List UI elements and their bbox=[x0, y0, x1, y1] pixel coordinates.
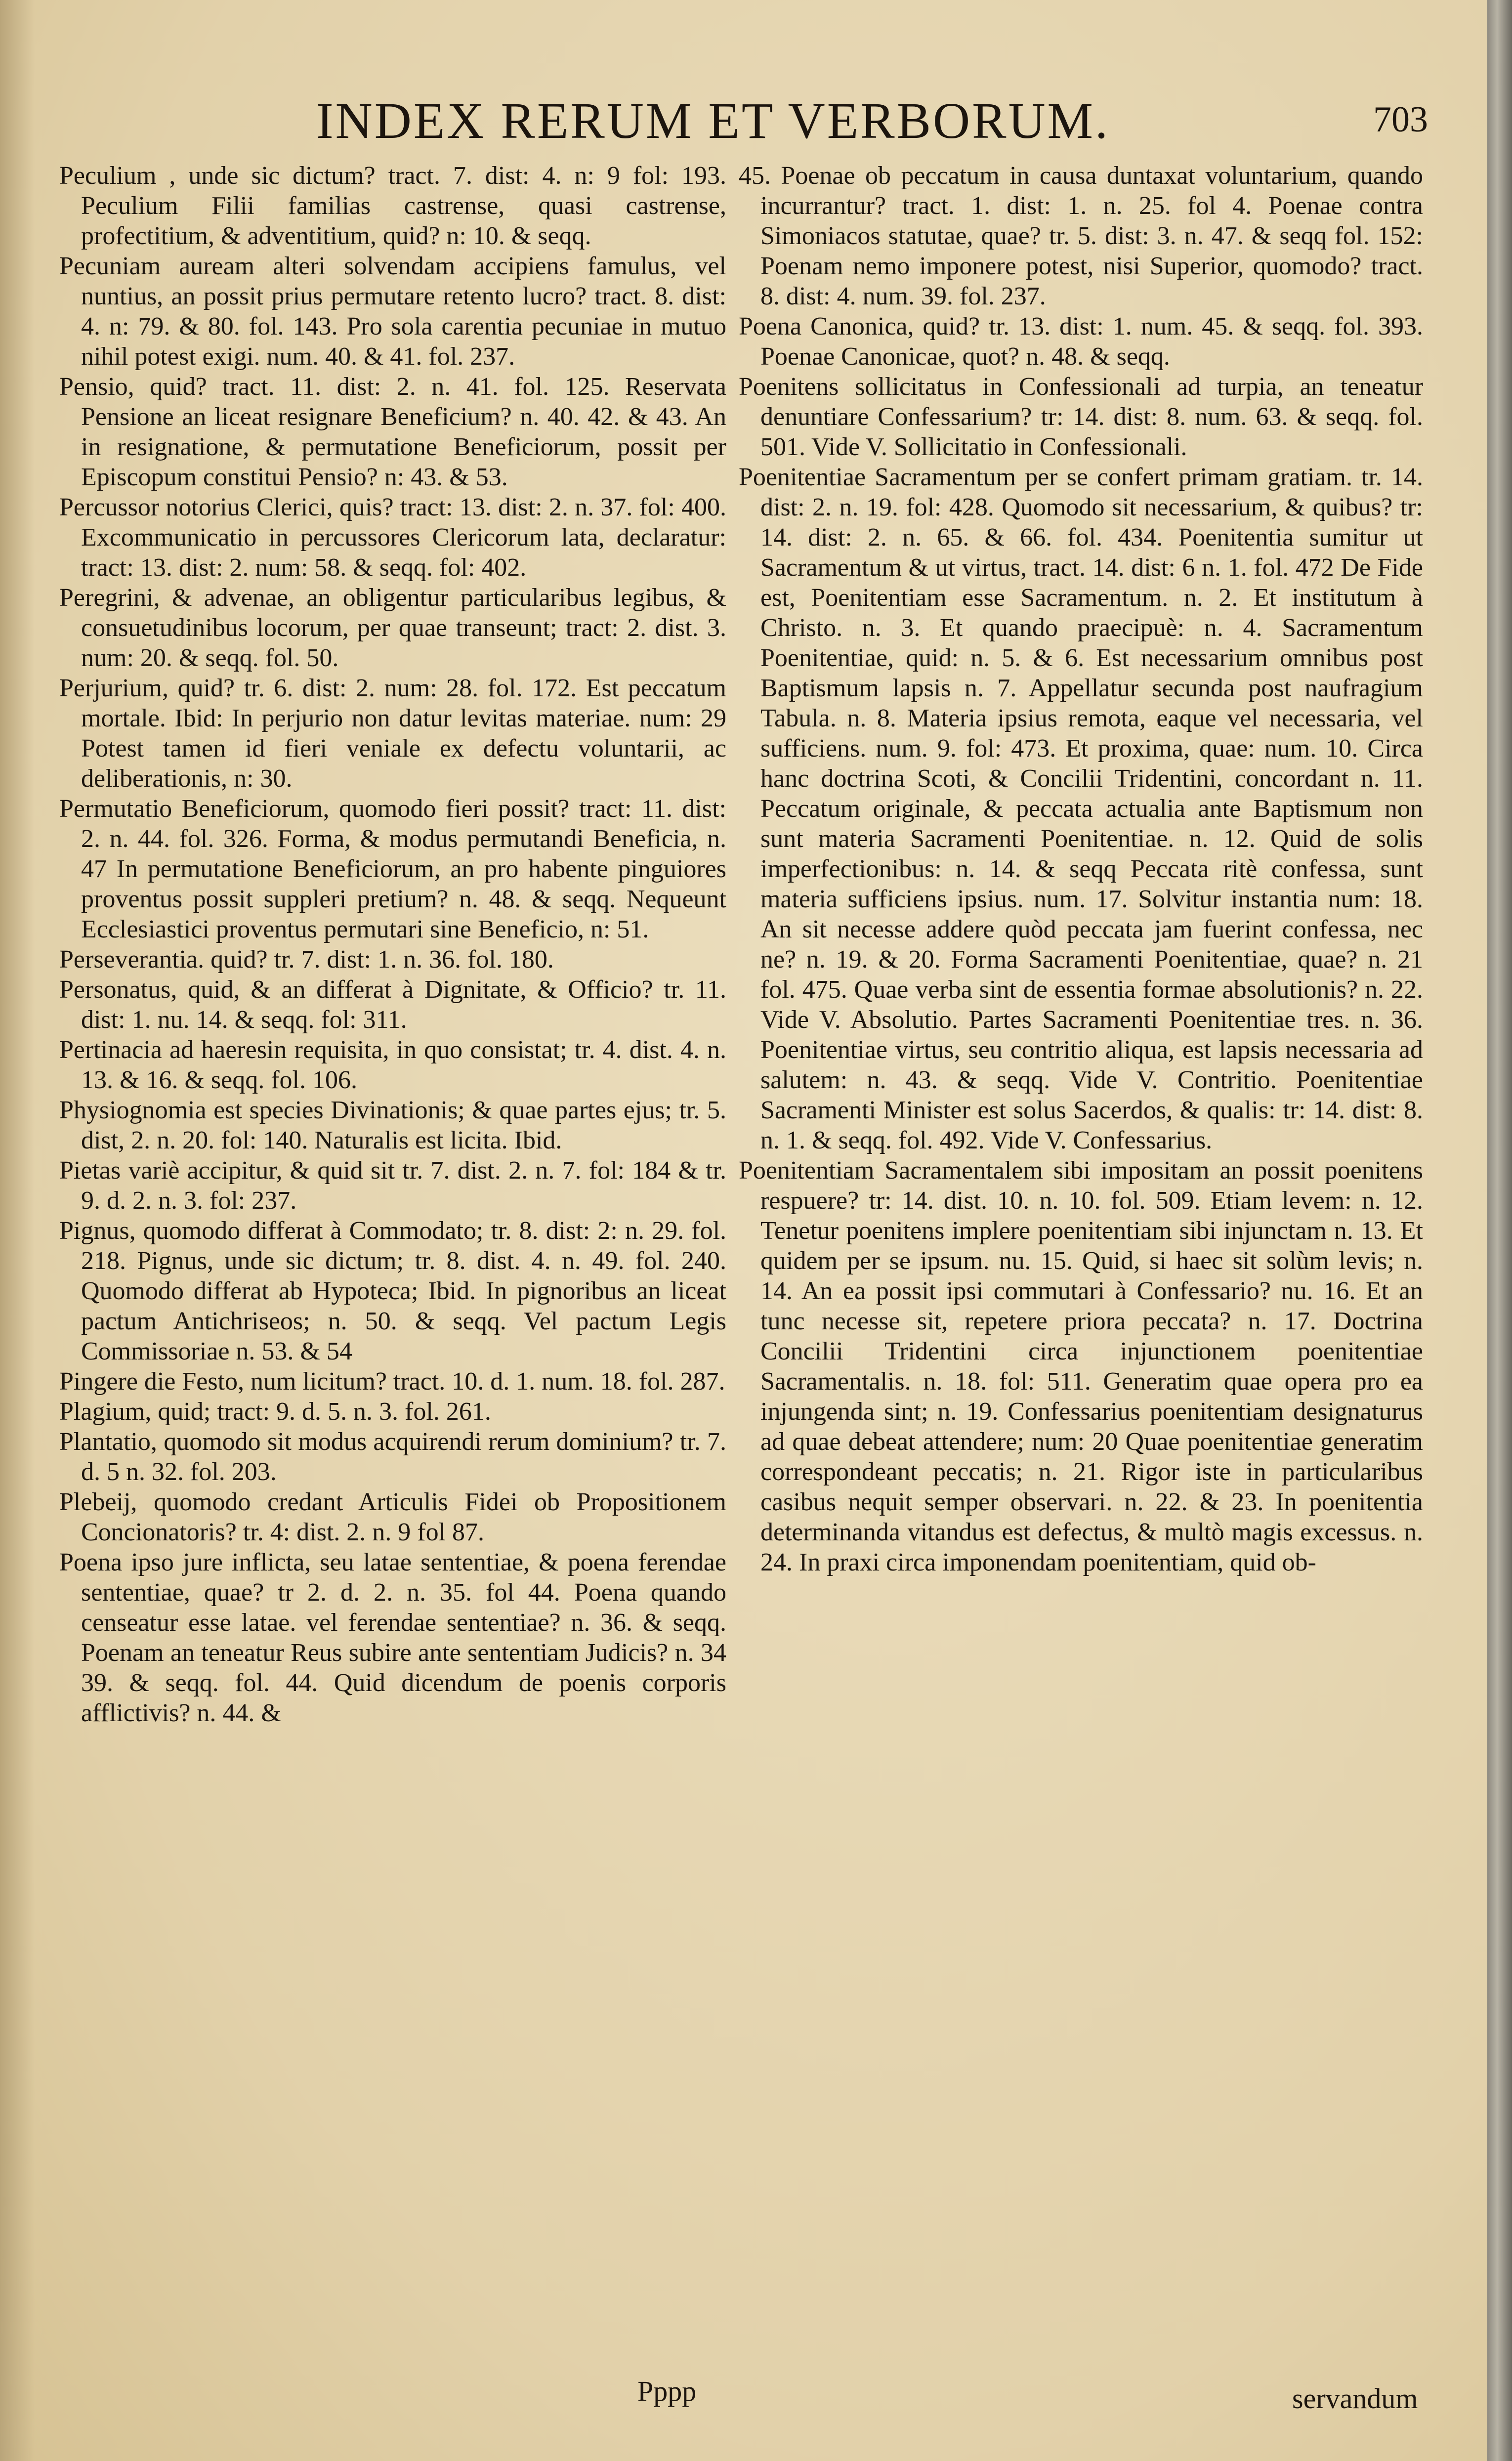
index-entry bbox=[59, 1155, 726, 1216]
entry-headword: Physiognomia bbox=[59, 1096, 207, 1124]
entry-text: , unde sic dictum? tract. 7. dist: 4. n: 9 fol: 193. Peculium Filii familias castrense, quasi castrense, profectitium, & adventitium, quid? n: 10. & seqq. bbox=[81, 162, 726, 250]
entry-headword: Personatus, bbox=[59, 976, 177, 1004]
signature-mark: Pppp bbox=[637, 2375, 697, 2407]
entry-headword: Poenitentiae bbox=[739, 463, 866, 491]
index-entry bbox=[739, 311, 1423, 372]
entry-text: quid? tr. 6. dist: 2. num: 28. fol. 172. Est peccatum mortale. Ibid: In perjurio non datur levitas materiae. num: 29 Potest tamen id fieri veniale ex defectu voluntarii, ac deliberationis, n: 30. bbox=[81, 674, 726, 793]
entry-text: & advenae, an obligentur particularibus legibus, & consuetudinibus locorum, per quae transeunt; tract: 2. dist. 3. num: 20. & seqq. fol. 50. bbox=[81, 584, 726, 672]
entry-headword: Pecuniam bbox=[59, 252, 161, 280]
index-entry bbox=[59, 944, 726, 975]
index-entry bbox=[59, 1487, 726, 1547]
entry-text: auream alteri solvendam accipiens famulus, vel nuntius, an possit prius permutare retento lucro? tract. 8. dist: 4. n: 79. & 80. fol. 143. Pro sola carentia pecuniae in mutuo nihil potest exigi. num. 40. & 41. fol. 237. bbox=[81, 252, 726, 371]
index-column-right bbox=[739, 161, 1423, 2365]
entry-text: quid? tr. 7. dist: 1. n. 36. fol. 180. bbox=[210, 945, 554, 974]
entry-headword: Peregrini, bbox=[59, 584, 160, 612]
entry-headword: Pensio, bbox=[59, 373, 134, 401]
entry-headword: Perjurium, bbox=[59, 674, 168, 702]
index-entry bbox=[59, 1427, 726, 1487]
page-number: 703 bbox=[1373, 99, 1428, 140]
index-entry bbox=[59, 1397, 726, 1427]
index-entry bbox=[59, 1035, 726, 1095]
entry-text: notorius Clerici, quis? tract: 13. dist: 2. n. 37. fol: 400. Excommunicatio in percussores Clericorum lata, declaratur: tract: 13. dist: 2. num: 58. & seqq. fol: 402. bbox=[81, 493, 726, 582]
entry-headword: Pietas bbox=[59, 1156, 121, 1185]
index-entry bbox=[59, 1366, 726, 1397]
entry-headword: Plantatio, bbox=[59, 1428, 157, 1456]
entry-headword: Pingere bbox=[59, 1367, 138, 1396]
entry-text: quid, & an differat à Dignitate, & Officio? tr. 11. dist: 1. nu. 14. & seqq. fol: 311. bbox=[81, 976, 726, 1034]
entry-text: quid; tract: 9. d. 5. n. 3. fol. 261. bbox=[158, 1398, 491, 1426]
index-entry bbox=[59, 1216, 726, 1366]
entry-text: ad haeresin requisita, in quo consistat; tr. 4. dist. 4. n. 13. & 16. & seqq. fol. 106. bbox=[81, 1036, 726, 1094]
entry-headword: Poena bbox=[739, 312, 802, 340]
entry-text: 45. Poenae ob peccatum in causa duntaxat voluntarium, quando incurrantur? tract. 1. dist: 1. n. 25. fol 4. Poenae contra Simoniacos statutae, quae? tr. 5. dist: 3. n. 47. & seqq fol. 152: Poenam nemo imponere potest, nisi Superior, quomodo? tract. 8. dist: 4. num. 39. fol. 237. bbox=[739, 162, 1423, 310]
index-entry bbox=[59, 794, 726, 944]
index-column-left bbox=[59, 161, 726, 2365]
entry-text: quomodo credant Articulis Fidei ob Propositionem Concionatoris? tr. 4: dist. 2. n. 9 fol 87. bbox=[81, 1488, 726, 1546]
index-entry bbox=[59, 975, 726, 1035]
entry-text: sollicitatus in Confessionali ad turpia, an teneatur denuntiare Confessarium? tr: 14. dist: 8. num. 63. & seqq. fol. 501. Vide V. Sollicitatio in Confessionali. bbox=[760, 373, 1423, 461]
page-edge bbox=[1487, 0, 1512, 2461]
index-entry bbox=[739, 1155, 1423, 1577]
index-entry bbox=[59, 372, 726, 492]
entry-text: quomodo differat à Commodato; tr. 8. dist: 2: n. 29. fol. 218. Pignus, unde sic dictum; tr. 8. dist. 4. n. 49. fol. 240. Quomodo differat ab Hypoteca; Ibid. In pignoribus an liceat pactum Antichriseos; n. 50. & seqq. Vel pactum Legis Commissoriae n. 53. & 54 bbox=[81, 1217, 726, 1365]
running-header bbox=[59, 91, 1482, 158]
entry-headword: Poenitentiam bbox=[739, 1156, 875, 1185]
index-entry bbox=[59, 251, 726, 372]
entry-text: variè accipitur, & quid sit tr. 7. dist. 2. n. 7. fol: 184 & tr. 9. d. 2. n. 3. fol: 237. bbox=[81, 1156, 726, 1215]
entry-headword: Poena bbox=[59, 1548, 123, 1576]
index-entry bbox=[739, 372, 1423, 462]
index-entry bbox=[59, 1547, 726, 1728]
entry-text: Canonica, quid? tr. 13. dist: 1. num. 45. & seqq. fol. 393. Poenae Canonicae, quot? n. 48. & seqq. bbox=[760, 312, 1423, 371]
entry-headword: Peculium bbox=[59, 162, 157, 190]
entry-headword: Plebeij, bbox=[59, 1488, 137, 1516]
entry-headword: Permutatio bbox=[59, 795, 172, 823]
entry-headword: Pignus, bbox=[59, 1217, 136, 1245]
catchword: servandum bbox=[1292, 2382, 1418, 2415]
entry-text: die Festo, num licitum? tract. 10. d. 1. num. 18. fol. 287. bbox=[144, 1367, 725, 1396]
index-entry bbox=[739, 462, 1423, 1155]
index-entry bbox=[59, 583, 726, 673]
entry-headword: Perseverantia. bbox=[59, 945, 205, 974]
entry-headword: Plagium, bbox=[59, 1398, 152, 1426]
entry-headword: Pertinacia bbox=[59, 1036, 162, 1064]
entry-text: quid? tract. 11. dist: 2. n. 41. fol. 125. Reservata Pensione an liceat resignare Beneficium? n. 40. 42. & 43. An in resignatione, & permutatione Beneficiorum, possit per Episcopum constitui Pensio? n: 43. & 53. bbox=[81, 373, 726, 491]
index-entry bbox=[59, 673, 726, 794]
index-entry bbox=[59, 492, 726, 583]
entry-headword: Percussor bbox=[59, 493, 160, 521]
entry-headword: Poenitens bbox=[739, 373, 839, 401]
index-entry bbox=[739, 161, 1423, 311]
entry-text: ipso jure inflicta, seu latae sententiae, & poena ferendae sententiae, quae? tr 2. d. 2. n. 35. fol 44. Poena quando censeatur esse latae. vel ferendae sententiae? n. 36. & seqq. Poenam an teneatur Reus subire ante sententiam Judicis? n. 34 39. & seqq. fol. 44. Quid dicendum de poenis corporis afflictivis? n. 44. & bbox=[81, 1548, 726, 1727]
index-entry bbox=[59, 161, 726, 251]
page-gutter-shadow bbox=[0, 0, 35, 2461]
index-entry bbox=[59, 1095, 726, 1155]
entry-text: Beneficiorum, quomodo fieri possit? tract: 11. dist: 2. n. 44. fol. 326. Forma, & modus permutandi Beneficia, n. 47 In permutatione Beneficiorum, an pro habente pinguiores proventus possit suppleri pretium? n. 48. & seqq. Nequeunt Ecclesiastici proventus permutari sine Beneficio, n: 51. bbox=[81, 795, 726, 943]
entry-text: Sacramentum per se confert primam gratiam. tr. 14. dist: 2. n. 19. fol: 428. Quomodo sit necessarium, & quibus? tr: 14. dist: 2. n. 65. & 66. fol. 434. Poenitentia sumitur ut Sacramentum & ut virtus, tract. 14. dist: 6 n. 1. fol. 472 De Fide est, Poenitentiam esse Sacramentum. n. 2. Et institutum à Christo. n. 3. Et quando praecipuè: n. 4. Sacramentum Poenitentiae, quid: n. 5. & 6. Est necessarium omnibus post Baptismum lapsis n. 7. Appellatur secunda post naufragium Tabula. n. 8. Materia ipsius remota, eaque vel necessaria, vel sufficiens. num. 9. fol: 473. Et proxima, quae: num. 10. Circa hanc doctrina Scoti, & Concilii Tridentini, concordant n. 11. Peccatum originale, & peccata actualia ante Baptismum non sunt materia Sacramenti Poenitentiae. n. 12. Quid de solis imperfectionibus: n. 14. & seqq Peccata ritè confessa, sunt materia sufficiens ipsius. num. 17. Solvitur instantia num: 18. An sit necesse addere quòd peccata jam fuerint confessa, nec ne? n. 19. & 20. Forma Sacramenti Poenitentiae, quae? n. 21 fol. 475. Quae verba sint de essentia formae absolutionis? n. 22. Vide V. Absolutio. Partes Sacramenti Poenitentiae tres. n. 36. Poenitentiae virtus, seu contritio aliqua, est lapsis necessaria ad salutem: n. 43. & seqq. Vide V. Contritio. Poenitentiae Sacramenti Minister est solus Sacerdos, & qualis: tr: 14. dist: 8. n. 1. & seqq. fol. 492. Vide V. Confessarius. bbox=[760, 463, 1423, 1154]
entry-text: est species Divinationis; & quae partes ejus; tr. 5. dist, 2. n. 20. fol: 140. Naturalis est licita. Ibid. bbox=[81, 1096, 726, 1154]
entry-text: quomodo sit modus acquirendi rerum dominium? tr. 7. d. 5 n. 32. fol. 203. bbox=[81, 1428, 726, 1486]
page-title: INDEX RERUM ET VERBORUM. bbox=[316, 92, 1110, 149]
entry-text: Sacramentalem sibi impositam an possit poenitens respuere? tr: 14. dist. 10. n. 10. fol. 509. Etiam levem: n. 12. Tenetur poenitens implere poenitentiam sibi injunctam n. 13. Et quidem per se ipsum. nu. 15. Quid, si haec sit solùm levis; n. 14. An ea possit ipsi commutari à Confessario? nu. 16. Et an tunc necesse sit, repetere priora peccata? n. 17. Doctrina Concilii Tridentini circa injunctionem poenitentiae Sacramentalis. n. 18. fol: 511. Generatim quae opera pro ea injungenda sint; n. 19. Confessarius poenitentiam designaturus ad quae debeat attendere; num: 20 Quae poenitentiae generatim correspondeant peccatis; n. 21. Rigor iste in particularibus casibus nequit semper observari. n. 22. & 23. In poenitentia determinanda vitandus est defectus, & multò magis excessus. n. 24. In praxi circa imponendam poenitentiam, quid ob- bbox=[760, 1156, 1423, 1576]
